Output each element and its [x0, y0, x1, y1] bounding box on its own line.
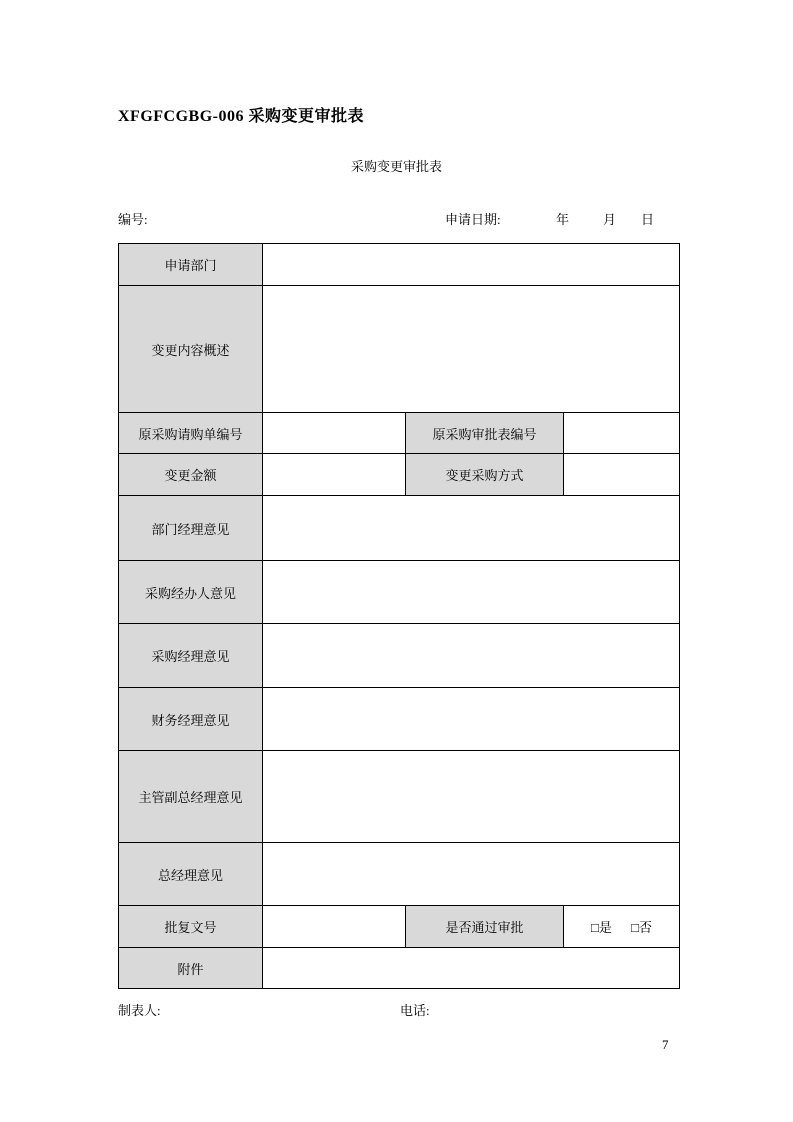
preparer-label: 制表人: [118, 1003, 161, 1018]
table-row [119, 496, 680, 561]
table-row [119, 843, 680, 906]
month-label: 月 [603, 212, 617, 227]
finance-manager-opinion-label: 财务经理意见 [119, 688, 263, 751]
table-row [119, 561, 680, 624]
approval-form-table [118, 243, 680, 989]
page-number: 7 [662, 1037, 669, 1052]
change-method-label: 变更采购方式 [406, 454, 564, 496]
year-label: 年 [556, 212, 570, 227]
change-summary-label: 变更内容概述 [119, 286, 263, 413]
original-approval-no-label: 原采购审批表编号 [406, 413, 564, 454]
attachment-value [263, 948, 680, 989]
original-request-no-value [263, 413, 406, 454]
form-meta-row [0, 209, 793, 229]
gm-opinion-label: 总经理意见 [119, 843, 263, 906]
table-row [119, 413, 680, 454]
table-row [119, 454, 680, 496]
purchase-manager-opinion-label: 采购经理意见 [119, 624, 263, 688]
table-row [119, 906, 680, 948]
table-row [119, 286, 680, 413]
form-title: 采购变更审批表 [350, 159, 442, 174]
day-label: 日 [641, 212, 655, 227]
deputy-gm-opinion-label: 主管副总经理意见 [119, 751, 263, 843]
checkbox-yes: □是 [591, 920, 612, 935]
dept-manager-opinion-value [263, 496, 680, 561]
purchase-handler-opinion-value [263, 561, 680, 624]
table-row [119, 244, 680, 286]
reply-doc-no-value [263, 906, 406, 948]
change-method-value [564, 454, 680, 496]
purchase-handler-opinion-label: 采购经办人意见 [119, 561, 263, 624]
change-amount-label: 变更金额 [119, 454, 263, 496]
applying-department-label: 申请部门 [119, 244, 263, 286]
apply-date-label: 申请日期: [445, 212, 501, 227]
purchase-manager-opinion-value [263, 624, 680, 688]
reply-doc-no-label: 批复文号 [119, 906, 263, 948]
change-amount-value [263, 454, 406, 496]
table-row [119, 948, 680, 989]
table-row [119, 624, 680, 688]
approval-passed-label: 是否通过审批 [406, 906, 564, 948]
attachment-label: 附件 [119, 948, 263, 989]
table-row [119, 751, 680, 843]
form-number-label: 编号: [118, 212, 148, 227]
original-request-no-label: 原采购请购单编号 [119, 413, 263, 454]
original-approval-no-value [564, 413, 680, 454]
dept-manager-opinion-label: 部门经理意见 [119, 496, 263, 561]
change-summary-value [263, 286, 680, 413]
deputy-gm-opinion-value [263, 751, 680, 843]
gm-opinion-value [263, 843, 680, 906]
finance-manager-opinion-value [263, 688, 680, 751]
table-row [119, 688, 680, 751]
phone-label: 电话: [400, 1003, 430, 1018]
applying-department-value [263, 244, 680, 286]
checkbox-no: □否 [631, 920, 652, 935]
approval-passed-options [564, 906, 680, 948]
document-title: XFGFCGBG-006 采购变更审批表 [118, 108, 364, 125]
